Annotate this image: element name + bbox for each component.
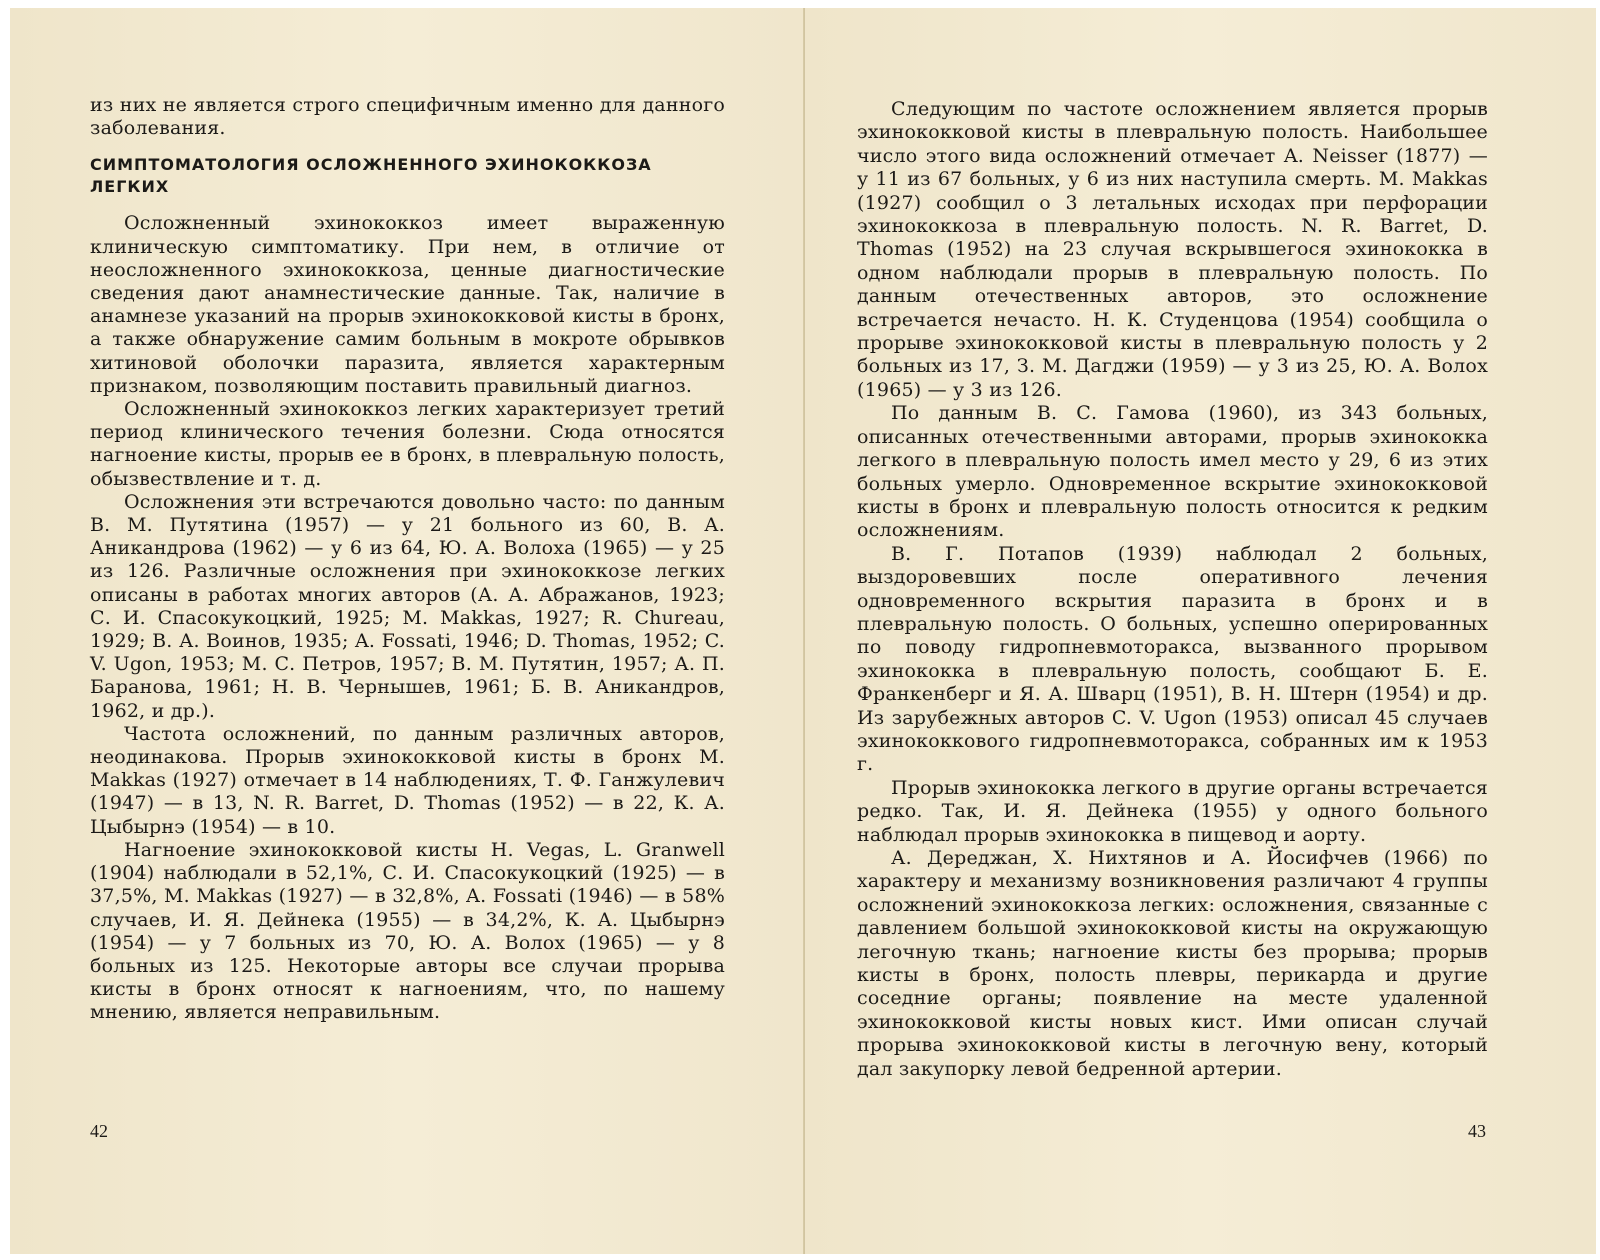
- page-number-right: 43: [1468, 1121, 1486, 1141]
- section-heading: СИМПТОМАТОЛОГИЯ ОСЛОЖНЕННОГО ЭХИНОКОККОЗА ЛЕГКИХ: [90, 155, 652, 197]
- paragraph: Осложненный эхинококкоз легких характеризует третий период клинического течения болезни. Сюда относятся нагноение кисты, прорыв ее в бронх, в плевральную полость, обызвествление и т. д.: [90, 398, 725, 490]
- left-page-text: [90, 94, 725, 1025]
- paragraph: А. Дереджан, Х. Нихтянов и А. Йосифчев (1966) по характеру и механизму возникновения различают 4 группы осложнений эхинококкоза легких: осложнения, связанные с давлением большой эхинококковой кисты на окружающую легочную ткань; нагноение кисты без прорыва; прорыв кисты в бронх, полость плевры, перикарда и другие соседние органы; появление на месте удаленной эхинококковой кисты новых кист. Ими описан случай прорыва эхинококковой кисты в легочную вену, который дал закупорку левой бедренной артерии.: [857, 847, 1488, 1080]
- paragraph: Частота осложнений, по данным различных авторов, неодинакова. Прорыв эхинококковой кисты в бронх M. Makkas (1927) отмечает в 14 наблюдениях, Т. Ф. Ганжулевич (1947) — в 13, N. R. Barret, D. Thomas (1952) — в 22, К. А. Цыбырнэ (1954) — в 10.: [90, 722, 725, 838]
- page-number-left: 42: [90, 1121, 108, 1141]
- paragraph: Осложнения эти встречаются довольно часто: по данным В. М. Путятина (1957) — у 21 больного из 60, В. А. Аникандрова (1962) — у 6 из 64, Ю. А. Волоха (1965) — у 25 из 126. Различные осложнения при эхинококкозе легких описаны в работах многих авторов (А. А. Абражанов, 1923; С. И. Спасокукоцкий, 1925; M. Makkas, 1927; R. Chureau, 1929; В. А. Воинов, 1935; A. Fossati, 1946; D. Thomas, 1952; C. V. Ugon, 1953; М. С. Петров, 1957; В. М. Путятин, 1957; А. П. Баранова, 1961; Н. В. Чернышев, 1961; Б. В. Аникандров, 1962, и др.).: [90, 490, 725, 722]
- paragraph: По данным В. С. Гамова (1960), из 343 больных, описанных отечественными авторами, прорыв эхинококка легкого в плевральную полость имел место у 29, 6 из этих больных умерло. Одновременное вскрытие эхинококковой кисты в бронх и плевральную полость относится к редким осложнениям.: [857, 402, 1488, 542]
- book-spread: [10, 8, 1596, 1254]
- left-page: [10, 8, 805, 1254]
- paragraph: Нагноение эхинококковой кисты H. Vegas, L. Granwell (1904) наблюдали в 52,1%, С. И. Спасокукоцкий (1925) — в 37,5%, M. Makkas (1927) — в 32,8%, A. Fossati (1946) — в 58% случаев, И. Я. Дейнека (1955) — в 34,2%, К. А. Цыбырнэ (1954) — у 7 больных из 70, Ю. А. Волох (1965) — у 8 больных из 125. Некоторые авторы все случаи прорыва кисты в бронх относят к нагноениям, что, по нашему мнению, является неправильным.: [90, 838, 725, 1024]
- right-page: [805, 8, 1596, 1254]
- paragraph: Следующим по частоте осложнением является прорыв эхинококковой кисты в плевральную полость. Наибольшее число этого вида осложнений отмечает A. Neisser (1877) — у 11 из 67 больных, у 6 из них наступила смерть. M. Makkas (1927) сообщил о 3 летальных исходах при перфорации эхинококкоза в плевральную полость. N. R. Barret, D. Thomas (1952) на 23 случая вскрывшегося эхинококка в одном наблюдали прорыв в плевральную полость. По данным отечественных авторов, это осложнение встречается нечасто. Н. К. Студенцова (1954) сообщила о прорыве эхинококковой кисты в плевральную полость у 2 больных из 17, З. М. Дагджи (1959) — у 3 из 25, Ю. А. Волох (1965) — у 3 из 126.: [857, 98, 1488, 401]
- paragraph: В. Г. Потапов (1939) наблюдал 2 больных, выздоровевших после оперативного лечения одновременного вскрытия паразита в бронх и в плевральную полость. О больных, успешно оперированных по поводу гидропневмоторакса, вызванного прорывом эхинококка в плевральную полость, сообщают Б. Е. Франкенберг и Я. А. Шварц (1951), В. Н. Штерн (1954) и др. Из зарубежных авторов C. V. Ugon (1953) описал 45 случаев эхинококкового гидропневмоторакса, собранных им к 1953 г.: [857, 542, 1488, 776]
- right-page-text: [857, 98, 1488, 1081]
- paragraph: Прорыв эхинококка легкого в другие органы встречается редко. Так, И. Я. Дейнека (1955) у одного больного наблюдал прорыв эхинококка в пищевод и аорту.: [857, 776, 1488, 846]
- paragraph: Осложненный эхинококкоз имеет выраженную клиническую симптоматику. При нем, в отличие от неосложненного эхинококкоза, ценные диагностические сведения дают анамнестические данные. Так, наличие в анамнезе указаний на прорыв эхинококковой кисты в бронх, а также обнаружение самим больным в мокроте обрывков хитиновой оболочки паразита, является характерным признаком, позволяющим поставить правильный диагноз.: [90, 212, 725, 397]
- continuation-paragraph: из них не является строго специфичным именно для данного заболевания.: [90, 94, 725, 140]
